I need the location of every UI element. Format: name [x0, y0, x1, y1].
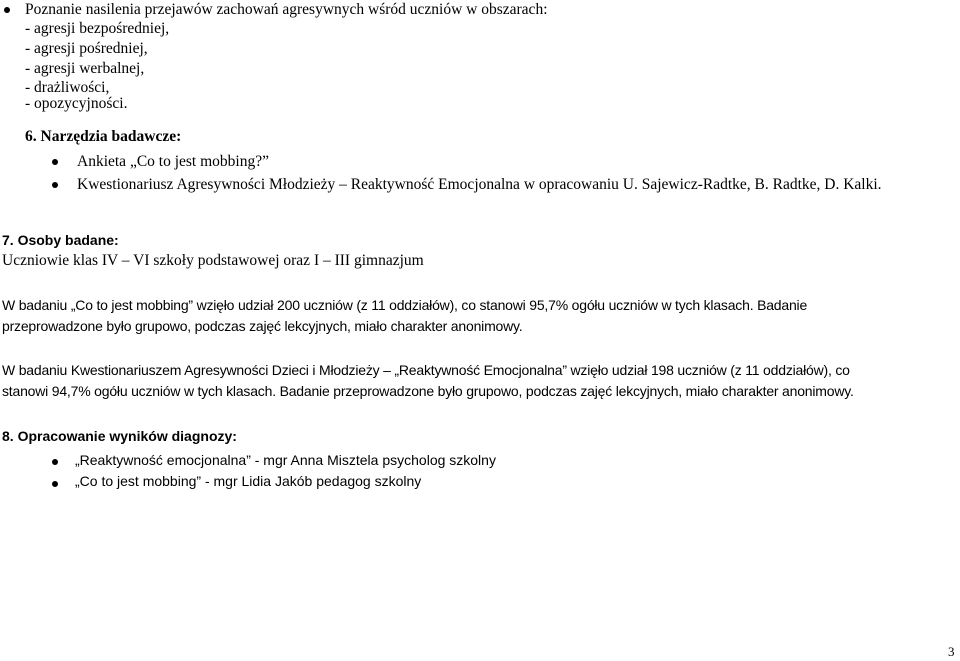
section6-heading: 6. Narzędzia badawcze:	[25, 128, 182, 145]
list-item: - drażliwości,	[25, 79, 110, 96]
bullet-icon	[4, 7, 10, 13]
list-item: - agresji pośredniej,	[25, 40, 148, 57]
list-item: - agresji werbalnej,	[25, 60, 145, 77]
bullet-icon	[52, 481, 58, 487]
page-number: 3	[948, 644, 955, 659]
subjects-line: Uczniowie klas IV – VI szkoły podstawowej oraz I – III gimnazjum	[2, 252, 424, 269]
section5-intro: Poznanie nasilenia przejawów zachowań agresywnych wśród uczniów w obszarach:	[25, 1, 548, 18]
bullet-icon	[52, 182, 58, 188]
paragraph-line: stanowi 94,7% ogółu uczniów w tych klasach. Badanie przeprowadzone było grupowo, podczas zajęć lekcyjnych, miało charakter anonimowy.	[2, 383, 854, 399]
section7-heading: 7. Osoby badane:	[2, 232, 119, 248]
list-item: „Co to jest mobbing” - mgr Lidia Jakób pedagog szkolny	[75, 473, 422, 489]
bullet-icon	[52, 459, 58, 465]
paragraph-line: W badaniu „Co to jest mobbing” wzięło udział 200 uczniów (z 11 oddziałów), co stanowi 95,7% ogółu uczniów w tych klasach. Badanie	[2, 297, 808, 313]
list-item: Kwestionariusz Agresywności Młodzieży – Reaktywność Emocjonalna w opracowaniu U. Sajewicz-Radtke, B. Radtke, D. Kalki.	[77, 176, 882, 193]
section8-heading: 8. Opracowanie wyników diagnozy:	[2, 428, 237, 444]
list-item: - agresji bezpośredniej,	[25, 20, 170, 37]
list-item: - opozycyjności.	[25, 95, 128, 112]
paragraph-line: W badaniu Kwestionariuszem Agresywności Dzieci i Młodzieży – „Reaktywność Emocjonalna” wzięło udział 198 uczniów (z 11 oddziałów), co	[2, 362, 850, 378]
bullet-icon	[52, 159, 58, 165]
list-item: „Reaktywność emocjonalna” - mgr Anna Misztela psycholog szkolny	[75, 452, 496, 468]
list-item: Ankieta „Co to jest mobbing?”	[77, 153, 269, 170]
paragraph-line: przeprowadzone było grupowo, podczas zajęć lekcyjnych, miało charakter anonimowy.	[2, 318, 523, 334]
